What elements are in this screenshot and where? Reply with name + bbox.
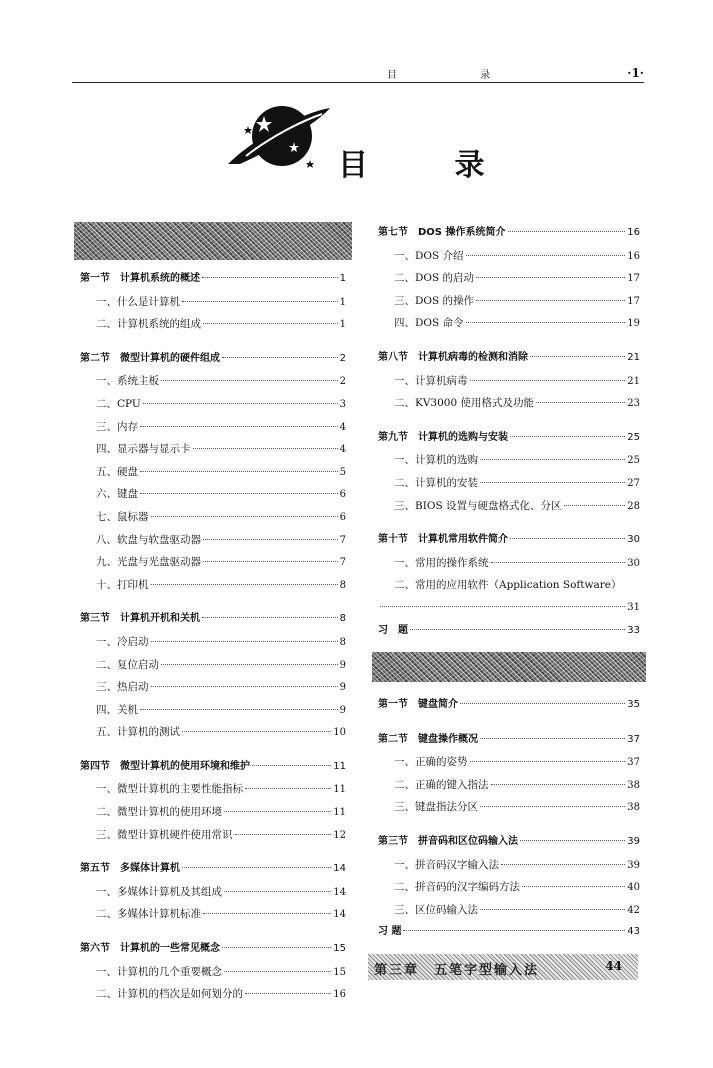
toc-leader [480,806,625,807]
toc-leader [140,709,338,710]
toc-leader [151,686,338,687]
toc-leader [564,505,626,506]
toc-right-list-2 [378,694,640,921]
toc-leader [470,380,626,381]
toc-leader [140,426,338,427]
toc-leader [143,403,338,404]
toc-entry-text: 一、多媒体计算机及其组成 [96,885,222,898]
toc-entry-page: 2 [339,376,346,388]
toc-entry[interactable] [378,245,640,268]
toc-entry[interactable] [378,774,640,797]
toc-entry-text: 第九节 计算机的选购与安装 [378,431,508,443]
toc-entry-text: 二、复位启动 [96,658,159,671]
toc-entry-page: 8 [339,613,346,625]
header-rule [72,82,644,83]
toc-entry[interactable] [80,483,346,506]
toc-entry-page: 9 [339,659,346,671]
toc-section-entry[interactable] [378,694,640,717]
toc-entry-page: 16 [333,989,346,1001]
toc-entry[interactable] [378,312,640,335]
toc-entry-page: 25 [627,455,640,467]
toc-entry-page: 38 [627,802,640,814]
toc-section-entry[interactable] [80,268,346,291]
toc-leader [151,641,338,642]
toc-entry-text: 第四节 微型计算机的使用环境和维护 [80,760,250,772]
toc-entry-page: 38 [627,779,640,791]
toc-entry-text: 第一节 键盘简介 [378,699,458,711]
chapter1-banner [74,222,352,260]
toc-leader [410,629,625,630]
toc-entry-text: 第一节 计算机系统的概述 [80,273,200,284]
toc-leader [480,459,625,460]
toc-entry-page: 4 [339,421,346,433]
toc-left-column [80,222,346,1006]
toc-leader [140,471,338,472]
toc-entry-text: 二、DOS 的启动 [394,272,475,285]
toc-entry-page: 8 [339,636,346,648]
toc-leader [476,277,625,278]
toc-entry-text: 第二节 微型计算机的硬件组成 [80,352,220,364]
toc-entry-text: 一、计算机病毒 [394,374,468,387]
toc-entry-text: 八、软盘与软盘驱动器 [96,533,201,546]
toc-leader [476,300,625,301]
toc-entry-page: 14 [333,909,346,921]
toc-entry-page: 9 [339,704,346,716]
toc-leader [151,516,338,517]
toc-leader [235,834,332,835]
toc-leader [491,562,626,563]
toc-entry-text: 第六节 计算机的一些常见概念 [80,943,220,955]
toc-entry-page: 31 [627,601,640,613]
toc-entry[interactable] [378,472,640,495]
toc-entry[interactable] [80,370,346,393]
toc-entry[interactable] [80,721,346,744]
toc-entry-text: 第七节 DOS 操作系统简介 [378,227,506,238]
running-header [72,60,644,82]
toc-entry-page: 37 [627,757,640,769]
toc-entry-page: 16 [627,250,640,262]
toc-entry[interactable] [80,393,346,416]
page-title: 目 录 [338,148,523,183]
toc-entry-text: 习 题 [378,926,402,938]
toc-entry-page: 11 [333,760,346,772]
toc-entry-page: 16 [627,227,640,238]
toc-leader [480,482,625,483]
header-page-number: ·1· [627,66,644,80]
toc-leader [224,811,331,812]
toc-entry[interactable] [80,676,346,699]
toc-entry-page: 23 [627,398,640,410]
toc-entry-page: 4 [339,444,346,456]
toc-section-entry[interactable] [378,427,640,450]
toc-entry-text: 二、计算机系统的组成 [96,318,201,331]
toc-leader [508,231,626,232]
toc-leader [522,886,625,887]
toc-leader [182,301,338,302]
toc-entry-text: 五、硬盘 [96,465,138,478]
toc-entry-page: 14 [333,863,346,875]
toc-entry-page: 21 [627,375,640,387]
toc-entry[interactable] [378,854,640,877]
toc-entry[interactable] [80,291,346,314]
toc-entry-text: 第三节 拼音码和区位码输入法 [378,836,518,848]
toc-entry[interactable] [378,267,640,290]
toc-entry[interactable] [80,824,346,847]
toc-entry[interactable] [378,290,640,313]
toc-leader [222,947,331,948]
toc-entry-page: 11 [333,784,346,796]
toc-entry[interactable] [378,876,640,899]
toc-entry-page: 5 [339,466,346,478]
toc-entry[interactable] [378,796,640,819]
toc-entry-text: 一、正确的姿势 [394,756,468,769]
toc-section-entry[interactable] [378,529,640,552]
toc-right-column [374,222,640,980]
toc-entry-text: 三、热启动 [96,681,149,694]
toc-entry[interactable] [80,529,346,552]
toc-leader [480,738,625,739]
toc-entry-page: 21 [627,351,640,363]
toc-leader [403,930,625,931]
chapter2-banner [372,652,646,682]
toc-exercise-entry[interactable] [378,620,640,643]
toc-section-entry[interactable] [80,858,346,881]
toc-entry-text: 二、正确的键入指法 [394,778,489,791]
toc-leader [530,356,625,357]
toc-entry-text: 二、计算机的安装 [394,476,478,489]
toc-entry-page: 11 [333,807,346,819]
toc-entry-text: 第三节 计算机开机和关机 [80,613,200,625]
toc-entry-page: 1 [339,273,346,284]
toc-entry-text: 第八节 计算机病毒的检测和消除 [378,351,528,363]
toc-entry[interactable] [80,506,346,529]
toc-left-list [80,268,346,1006]
toc-entry-text: 第二节 键盘操作概况 [378,733,478,745]
toc-leader [193,448,338,449]
toc-entry-page: 15 [333,943,346,955]
toc-leader [203,539,338,540]
toc-entry-text: 二、KV3000 使用格式及功能 [394,397,534,410]
toc-entry[interactable] [378,751,640,774]
toc-entry-page: 7 [339,534,346,546]
toc-entry-page: 40 [627,882,640,894]
toc-leader [380,606,625,607]
toc-entry[interactable] [80,801,346,824]
toc-entry-text: 四、关机 [96,703,138,716]
toc-leader [501,864,625,865]
toc-section-entry[interactable] [378,831,640,854]
toc-leader [491,784,626,785]
toc-entry-text: 四、DOS 命令 [394,317,464,330]
toc-leader [161,664,338,665]
toc-entry[interactable] [80,961,346,984]
toc-entry-page: 35 [627,699,640,711]
toc-entry-page: 12 [333,829,346,841]
toc-entry[interactable] [80,881,346,904]
toc-entry-page: 14 [333,886,346,898]
toc-entry[interactable] [378,392,640,415]
toc-entry-page: 3 [339,398,346,410]
toc-entry-text: 十、打印机 [96,578,149,591]
toc-entry-page: 19 [627,318,640,330]
toc-entry-text: 一、计算机的几个重要概念 [96,965,222,978]
toc-entry-text: 第十节 计算机常用软件简介 [378,534,508,546]
toc-entry-page: 1 [339,296,346,308]
toc-entry-text: 一、DOS 介绍 [394,249,464,262]
toc-entry[interactable] [378,552,640,575]
toc-entry[interactable] [378,449,640,472]
toc-leader [182,731,331,732]
toc-leader [245,788,331,789]
toc-entry-page: 39 [627,836,640,848]
toc-entry[interactable] [378,899,640,922]
toc-entry-text: 四、显示器与显示卡 [96,443,191,456]
toc-leader [460,703,625,704]
toc-entry-page: 43 [627,926,640,938]
toc-entry-text: 二、拼音码的汉字编码方法 [394,881,520,894]
toc-leader [224,891,331,892]
chapter3-banner[interactable] [368,954,638,980]
toc-leader [202,617,338,618]
toc-leader [466,255,626,256]
toc-entry[interactable] [378,597,640,620]
toc-entry-page: 2 [339,352,346,364]
toc-entry-page: 28 [627,500,640,512]
toc-leader [245,993,331,994]
toc-entry-text: 二、CPU [96,397,141,410]
toc-entry-text: 二、常用的应用软件（Application Software） [394,579,622,592]
toc-section-entry[interactable] [378,222,640,245]
toc-entry[interactable] [80,778,346,801]
toc-leader [252,765,331,766]
toc-entry-text: 一、什么是计算机 [96,295,180,308]
toc-entry-page: 17 [627,273,640,285]
toc-entry-page: 7 [339,557,346,569]
toc-entry-text: 三、DOS 的操作 [394,294,475,307]
toc-section-entry[interactable] [80,348,346,371]
toc-leader [203,323,338,324]
toc-entry[interactable] [80,574,346,597]
toc-entry-page: 8 [339,579,346,591]
toc-leader [222,357,338,358]
toc-leader [510,436,625,437]
toc-entry[interactable] [80,983,346,1006]
toc-entry-text: 一、计算机的选购 [394,454,478,467]
toc-entry-page: 30 [627,557,640,569]
toc-exercise-entry[interactable] [378,921,640,944]
chapter3-title: 第三章 五笔字型输入法 [374,963,540,979]
toc-entry-text: 一、常用的操作系统 [394,556,489,569]
toc-section-entry[interactable] [80,608,346,631]
toc-section-entry[interactable] [378,347,640,370]
toc-entry[interactable] [80,631,346,654]
toc-leader [161,380,338,381]
toc-leader [466,322,626,323]
toc-entry-page: 10 [333,727,346,739]
toc-entry[interactable] [378,370,640,393]
toc-entry-text: 二、计算机的档次是如何划分的 [96,988,243,1001]
toc-entry[interactable] [80,903,346,926]
toc-entry[interactable] [80,551,346,574]
toc-entry[interactable] [80,416,346,439]
toc-section-entry[interactable] [80,938,346,961]
toc-section-entry[interactable] [80,756,346,779]
toc-section-entry[interactable] [378,729,640,752]
toc-entry-text: 一、微型计算机的主要性能指标 [96,783,243,796]
header-title: 目 录 [387,70,531,81]
toc-entry[interactable] [378,495,640,518]
toc-entry[interactable] [80,699,346,722]
toc-entry-text: 三、区位码输入法 [394,903,478,916]
toc-leader [520,840,625,841]
toc-entry-text: 二、微型计算机的使用环境 [96,806,222,819]
toc-entry-text: 三、BIOS 设置与硬盘格式化、分区 [394,499,562,512]
toc-entry-page: 6 [339,511,346,523]
toc-entry[interactable] [80,654,346,677]
toc-entry[interactable] [80,461,346,484]
toc-entry-text: 二、多媒体计算机标准 [96,908,201,921]
toc-entry-page: 33 [627,624,640,636]
toc-leader [510,538,625,539]
toc-entry-page: 25 [627,431,640,443]
toc-entry-text: 习 题 [378,624,408,636]
toc-entry-page: 42 [627,904,640,916]
toc-leader [140,493,338,494]
toc-entry-text: 三、键盘指法分区 [394,801,478,814]
toc-leader [470,761,626,762]
toc-leader [202,277,338,278]
toc-leader [480,909,625,910]
toc-entry-page: 30 [627,534,640,546]
toc-entry-page: 27 [627,477,640,489]
toc-entry[interactable] [80,438,346,461]
toc-entry-text: 六、键盘 [96,488,138,501]
toc-entry-text: 一、冷启动 [96,635,149,648]
toc-leader [203,913,331,914]
toc-entry-page: 9 [339,682,346,694]
toc-entry-text: 三、内存 [96,420,138,433]
toc-leader [182,867,331,868]
toc-leader [536,402,625,403]
toc-entry-text: 三、微型计算机硬件使用常识 [96,828,233,841]
toc-entry[interactable] [378,574,640,597]
toc-entry-text: 一、系统主板 [96,375,159,388]
toc-entry-page: 17 [627,295,640,307]
toc-entry-page: 39 [627,859,640,871]
toc-entry-text: 九、光盘与光盘驱动器 [96,556,201,569]
toc-right-list-1 [378,222,640,574]
toc-entry[interactable] [80,313,346,336]
chapter3-page: 44 [605,959,622,974]
toc-entry-page: 1 [339,319,346,331]
toc-leader [224,971,331,972]
toc-leader [151,584,338,585]
toc-entry-text: 第五节 多媒体计算机 [80,863,180,875]
toc-entry-page: 6 [339,489,346,501]
planet-logo-icon [224,98,334,178]
toc-entry-text: 一、拼音码汉字输入法 [394,858,499,871]
toc-entry-page: 37 [627,733,640,745]
toc-entry-text: 七、鼠标器 [96,510,149,523]
toc-entry-page: 15 [333,966,346,978]
toc-entry-text: 五、计算机的测试 [96,726,180,739]
toc-leader [203,561,338,562]
